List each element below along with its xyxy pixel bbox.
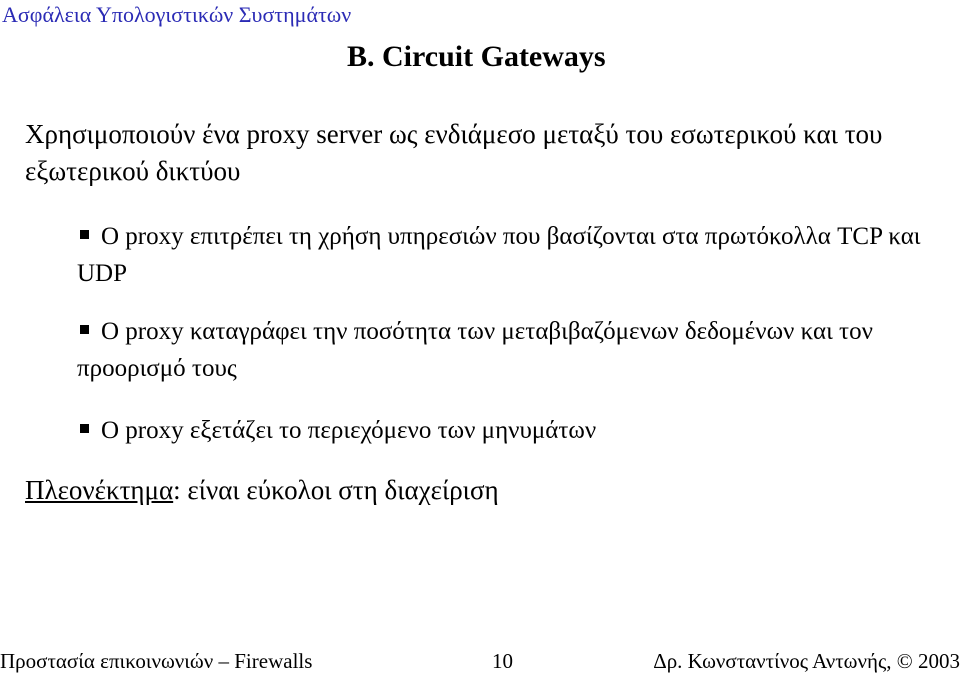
advantage-label: Πλεονέκτημα	[25, 475, 174, 505]
bullet-text: O proxy εξετάζει το περιεχόμενο των μηνυμάτων	[101, 417, 597, 444]
advantage-line	[25, 475, 499, 506]
intro-paragraph: Χρησιμοποιούν ένα proxy server ως ενδιάμεσο μεταξύ του εσωτερικού και του εξωτερικού δικτύου	[25, 119, 883, 186]
square-bullet-icon	[80, 325, 89, 334]
bullet-item	[77, 313, 937, 387]
footer-author: Δρ. Κωνσταντίνος Αντωνής, © 2003	[653, 649, 960, 673]
page-number: 10	[492, 649, 513, 673]
advantage-text: : είναι εύκολοι στη διαχείριση	[173, 475, 499, 505]
bullet-item	[77, 218, 937, 292]
slide-title: B. Circuit Gateways	[347, 40, 606, 73]
square-bullet-icon	[80, 230, 89, 239]
slide-footer	[0, 649, 960, 679]
bullet-text: O proxy επιτρέπει τη χρήση υπηρεσιών που βασίζονται στα πρωτόκολλα TCP και UDP	[77, 223, 921, 287]
course-header: Ασφάλεια Υπολογιστικών Συστημάτων	[2, 2, 352, 27]
bullet-text: O proxy καταγράφει την ποσότητα των μεταβιβαζόμενων δεδομένων και τον προορισμό τους	[77, 318, 873, 382]
bullet-item	[77, 412, 937, 449]
square-bullet-icon	[80, 424, 89, 433]
footer-topic: Προστασία επικοινωνιών – Firewalls	[0, 649, 313, 673]
